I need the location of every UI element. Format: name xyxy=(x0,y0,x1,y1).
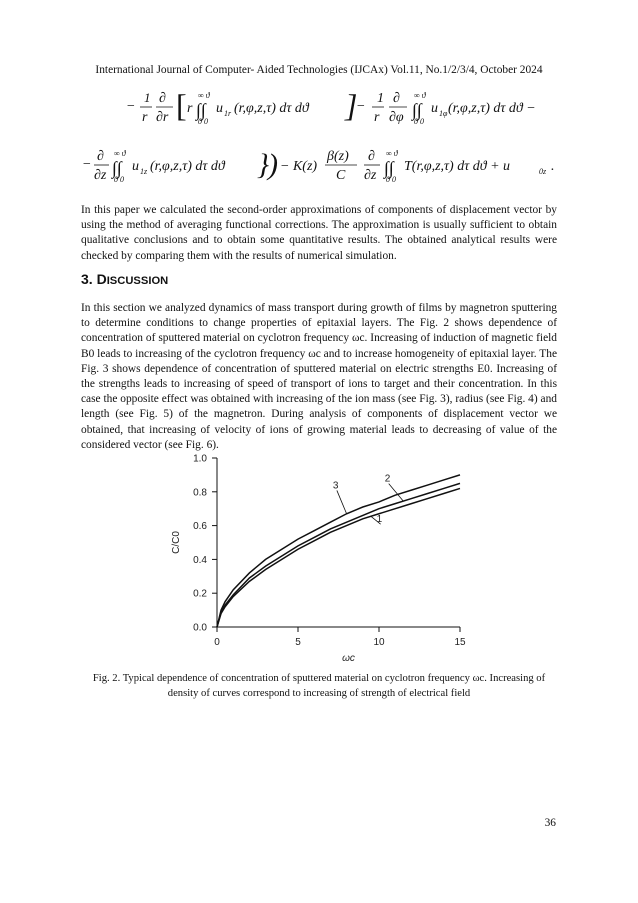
y-tick-label: 1.0 xyxy=(193,453,207,465)
y-tick-label: 0.4 xyxy=(193,554,207,566)
eq-args: (r,φ,z,τ) dτ dϑ xyxy=(234,101,309,116)
eq-lower: 0 0 xyxy=(414,117,424,126)
eq-partial: ∂ xyxy=(97,149,104,164)
eq-integral: ∫∫ xyxy=(112,158,122,178)
eq-upper: ∞ ϑ xyxy=(198,91,210,100)
paragraph-summary: In this paper we calculated the second-order approximations of components of displacement vector by using the method of averaging functional corrections. The approximation is usually sufficient to obtain qualitative conclusions and to obtain some quantitative results. The obtained analytical results were checked by comparing them with the results of numerical simulation. xyxy=(81,204,557,262)
eq-sub: 0z xyxy=(539,167,547,176)
svg-text:): ) xyxy=(268,148,278,181)
eq-u: u xyxy=(216,101,223,116)
eq-upper: ∞ ϑ xyxy=(386,149,398,158)
eq-u: u xyxy=(132,159,139,174)
eq-partial: ∂ xyxy=(393,91,400,106)
eq-integral: ∫∫ xyxy=(384,158,394,178)
eq-minus: − xyxy=(356,99,366,114)
curve-label-1: 1 xyxy=(376,514,383,526)
eq-den: r xyxy=(142,110,148,125)
eq-sub: 1φ xyxy=(439,109,448,118)
section-title-rest: ISCUSSION xyxy=(106,275,169,287)
eq-K: − K(z) xyxy=(280,159,318,174)
eq-sub: 1r xyxy=(224,109,232,118)
svg-text:]: ] xyxy=(345,87,358,123)
eq-den: r xyxy=(374,110,380,125)
curve-label-3: 3 xyxy=(332,480,339,492)
eq-r: r xyxy=(187,101,193,116)
x-tick-label: 10 xyxy=(373,637,385,648)
eq-integral: ∫∫ xyxy=(412,100,422,120)
eq-T: T(r,φ,z,τ) dτ dϑ + u xyxy=(404,159,511,174)
journal-header: International Journal of Computer- Aided Technologies (IJCAx) Vol.11, No.1/2/3/4, October 2024 xyxy=(95,64,543,76)
svg-text:[: [ xyxy=(176,87,187,123)
eq-minus: − xyxy=(126,99,136,114)
eq-u: u xyxy=(431,101,438,116)
section-title-first: D xyxy=(96,271,107,287)
chart-svg xyxy=(150,446,490,668)
section-heading xyxy=(81,271,168,287)
eq-args: (r,φ,z,τ) dτ dϑ xyxy=(150,159,225,174)
svg-text:}: } xyxy=(257,148,269,181)
x-tick-label: 5 xyxy=(295,637,301,648)
eq-lower: 0 0 xyxy=(114,175,124,184)
eq-partial: ∂ xyxy=(368,149,375,164)
y-tick-label: 0.8 xyxy=(193,487,207,499)
figure-2-chart xyxy=(150,446,490,668)
page-number: 36 xyxy=(544,817,556,829)
curve-label-leader xyxy=(389,484,404,501)
y-tick-label: 0.6 xyxy=(193,521,207,533)
eq-partial-phi: ∂φ xyxy=(389,110,404,125)
x-tick-label: 15 xyxy=(454,637,466,648)
series-line-1 xyxy=(217,488,460,627)
eq-upper: ∞ ϑ xyxy=(114,149,126,158)
eq-upper: ∞ ϑ xyxy=(414,91,426,100)
eq-num: 1 xyxy=(144,90,151,105)
eq-minus: − xyxy=(82,157,92,172)
curve-label-2: 2 xyxy=(384,473,391,485)
eq-num: 1 xyxy=(377,91,384,106)
figure-caption: Fig. 2. Typical dependence of concentration of sputtered material on cyclotron frequency ωc. Increasing of density of curves correspond to increasing of strength of electrical field xyxy=(92,673,546,699)
y-axis-label: C/C0 xyxy=(171,531,182,554)
y-tick-label: 0.2 xyxy=(193,588,207,600)
x-axis-label: ωc xyxy=(342,653,355,664)
equation-svg xyxy=(0,88,638,198)
eq-lower: 0 0 xyxy=(198,117,208,126)
eq-partial-z: ∂z xyxy=(94,168,107,183)
eq-partial-z: ∂z xyxy=(364,168,377,183)
equation-block xyxy=(0,88,638,198)
eq-beta: β(z) xyxy=(327,149,349,164)
x-tick-label: 0 xyxy=(214,637,220,648)
eq-lower: 0 0 xyxy=(386,175,396,184)
eq-C: C xyxy=(336,168,346,183)
section-number: 3. xyxy=(81,271,93,287)
eq-integral: ∫∫ xyxy=(196,100,206,120)
y-tick-label: 0.0 xyxy=(193,622,207,634)
eq-args: (r,φ,z,τ) dτ dϑ − xyxy=(448,101,536,116)
eq-period: . xyxy=(551,159,555,174)
series-line-2 xyxy=(217,483,460,627)
eq-partial-r: ∂r xyxy=(156,110,169,125)
curve-label-leader xyxy=(337,490,347,513)
eq-sub: 1z xyxy=(140,167,148,176)
paragraph-discussion: In this section we analyzed dynamics of mass transport during growth of films by magnetron sputtering to determine conditions to change properties of epitaxial layers. The Fig. 2 shows dependence of concentration of sputtered material on cyclotron frequency ωc. Increasing of induction of magnetic field B0 leads to increasing of the cyclotron frequency ωc and to increase homogeneity of epitaxial layer. The Fig. 3 shows dependence of concentration of sputtered material on electric strengths E0. Increasing of the strengths leads to increasing of speed of transport of ions to target and their concentration. In this case the opposite effect was obtained with increasing of the ion mass (see Fig. 3), radius (see Fig. 4) and length (see Fig. 5) of the magnetron. During analysis of components of displacement vector we obtained, that increasing of velocity of ions of growing material leads to decreasing of value of the considered vector (see Fig. 6). xyxy=(81,302,557,451)
eq-partial: ∂ xyxy=(159,91,166,106)
series-line-3 xyxy=(217,475,460,627)
